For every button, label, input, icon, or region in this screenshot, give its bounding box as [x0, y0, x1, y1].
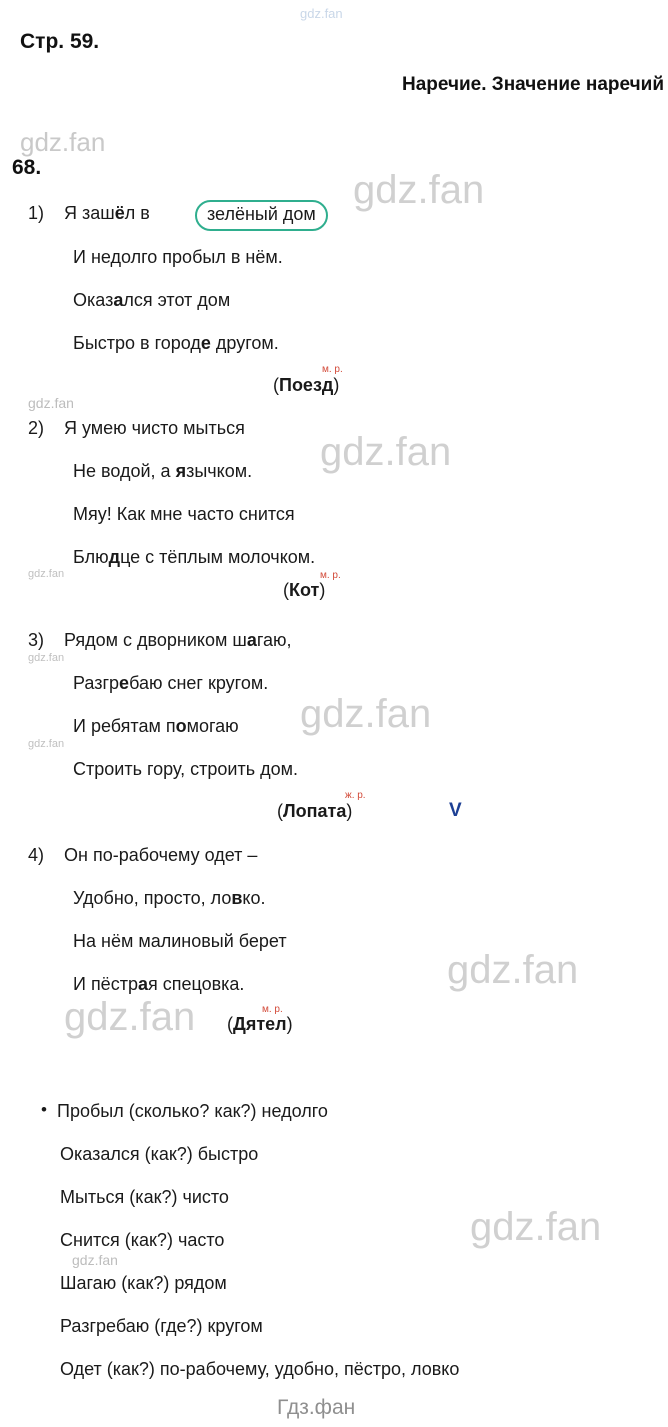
item-1-line-3: Быстро в городе другом. [73, 333, 279, 353]
watermark-6: gdz.fan [28, 652, 65, 664]
analysis-line-1: Пробыл (сколько? как?) недолго [57, 1101, 328, 1121]
item-2-line-0: Я умею чисто мыться [64, 418, 245, 438]
item-1-answer-word: Поезд [279, 375, 334, 395]
analysis-line-4: Снится (как?) часто [60, 1230, 225, 1250]
item-4-answer: (Дятел) [227, 1014, 293, 1034]
item-4-line-1: Удобно, просто, ловко. [73, 888, 266, 908]
item-4-line-2: На нём малиновый берет [73, 931, 287, 951]
item-3-line-1: Разгребаю снег кругом. [73, 673, 269, 693]
item-3-marker: 3) [28, 630, 45, 650]
item-2-gender-mark: м. р. [320, 570, 341, 581]
watermark-1: gdz.fan [20, 127, 106, 157]
bullet-icon: • [41, 1100, 47, 1119]
watermark-4: gdz.fan [320, 430, 452, 474]
item-1-answer: (Поезд) [273, 375, 340, 395]
item-3-answer-word: Лопата [283, 801, 347, 821]
item-2-line-2: Мяу! Как мне часто снится [73, 504, 295, 524]
item-2-marker: 2) [28, 418, 45, 438]
watermark-7: gdz.fan [300, 692, 432, 736]
item-3-gender-mark: ж. р. [345, 790, 366, 801]
item-1-gender-mark: м. р. [322, 364, 343, 375]
item-3-line-3: Строить гору, строить дом. [73, 759, 298, 779]
item-4-answer-word: Дятел [233, 1014, 287, 1034]
watermark-10: gdz.fan [64, 995, 196, 1039]
item-2-line-1: Не водой, а язычком. [73, 461, 253, 481]
item-4-marker: 4) [28, 845, 45, 865]
page-number: Стр. 59. [20, 30, 100, 53]
watermark-bottom: Гдз.фан [277, 1396, 356, 1419]
item-1-line-2: Оказался этот дом [73, 290, 231, 310]
item-2-answer-word: Кот [289, 580, 320, 600]
watermark-5: gdz.fan [28, 568, 65, 580]
analysis-line-6: Разгребаю (где?) кругом [60, 1316, 263, 1336]
analysis-line-5: Шагаю (как?) рядом [60, 1273, 227, 1293]
item-4-line-0: Он по-рабочему одет – [64, 845, 258, 865]
item-1-marker: 1) [28, 203, 45, 223]
item-2-line-3: Блюдце с тёплым молочком. [73, 547, 316, 567]
watermark-3: gdz.fan [28, 395, 74, 411]
item-4-line-3: И пёстрая спецовка. [73, 974, 245, 994]
item-3-line-0: Рядом с дворником шагаю, [64, 630, 292, 650]
highlighted-phrase: зелёный дом [195, 200, 328, 231]
watermark-8: gdz.fan [28, 738, 65, 750]
item-1-line-1: И недолго пробыл в нём. [73, 247, 283, 267]
watermark-11: gdz.fan [470, 1205, 602, 1249]
item-3-line-2: И ребятам помогаю [73, 716, 239, 736]
item-3-answer: (Лопата) [277, 801, 353, 821]
check-mark-v: V [449, 800, 462, 821]
page-title: Наречие. Значение наречий [401, 74, 664, 95]
task-number: 68. [12, 156, 42, 179]
watermark-2: gdz.fan [353, 168, 485, 212]
watermark-top: gdz.fan [300, 6, 343, 21]
item-1-lead-text: Я зашёл в [64, 203, 150, 223]
watermark-12: gdz.fan [72, 1252, 118, 1268]
analysis-line-3: Мыться (как?) чисто [60, 1187, 229, 1207]
watermark-9: gdz.fan [447, 948, 579, 992]
analysis-line-2: Оказался (как?) быстро [60, 1144, 259, 1164]
analysis-line-7: Одет (как?) по-рабочему, удобно, пёстро, ловко [60, 1359, 460, 1379]
item-2-answer: (Кот) [283, 580, 326, 600]
item-4-gender-mark: м. р. [262, 1004, 283, 1015]
